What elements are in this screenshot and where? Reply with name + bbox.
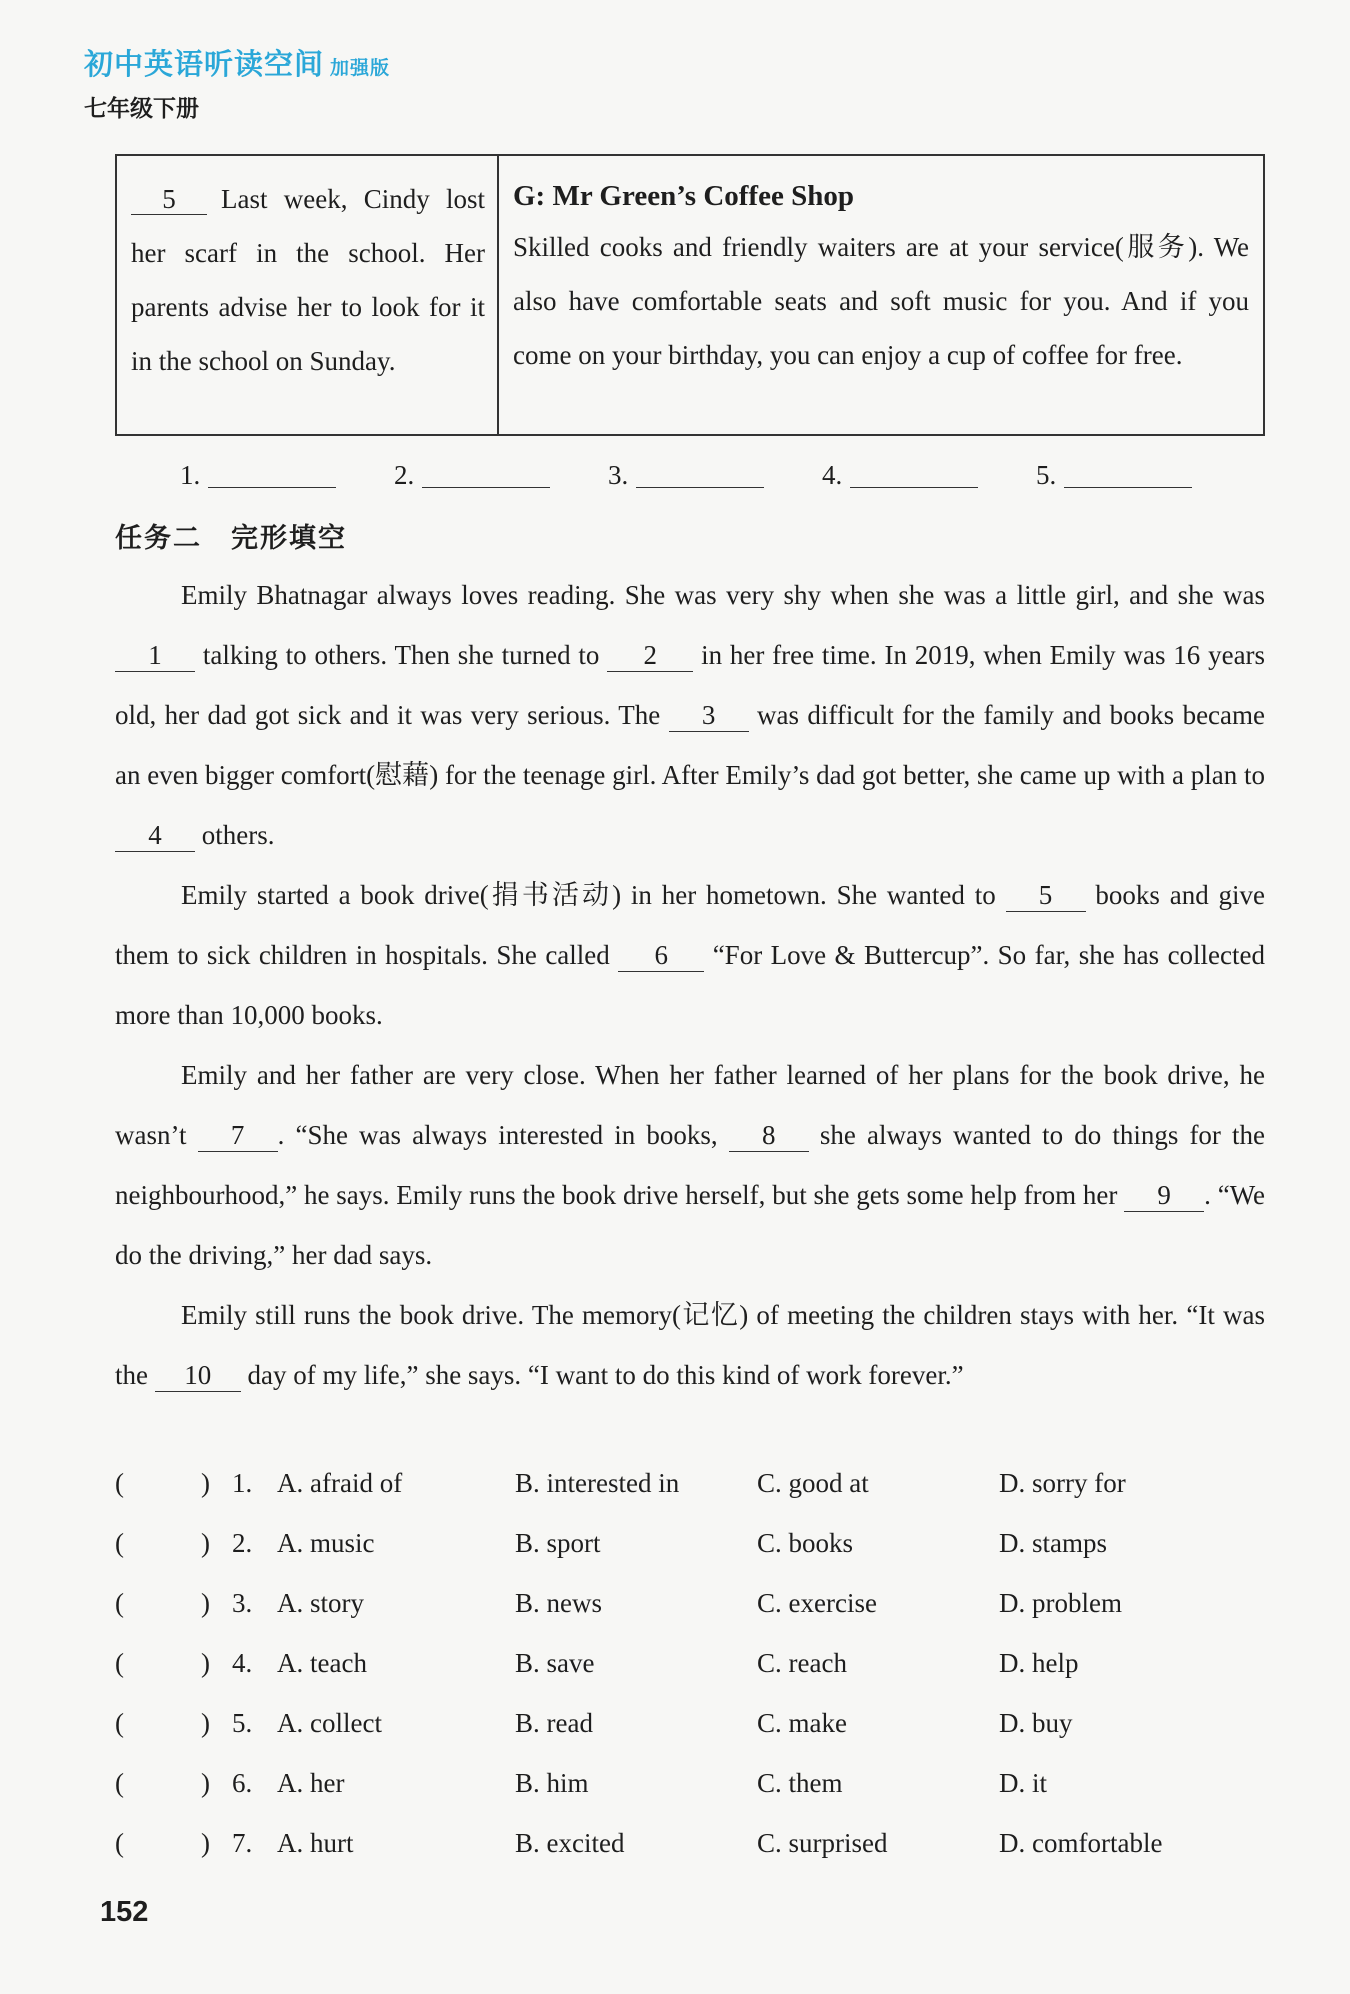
- right-cell-title: G: Mr Green’s Coffee Shop: [513, 180, 854, 212]
- choice-row: [115, 1516, 1265, 1576]
- passage-text: Emily started a book drive(捐书活动) in her hometown. She wanted to: [181, 880, 996, 910]
- matching-table: [115, 154, 1265, 436]
- cloze-blank[interactable]: 4: [115, 819, 195, 852]
- left-cell-number[interactable]: 5: [131, 184, 207, 215]
- paren-open: (: [115, 1468, 124, 1498]
- paren-close: ): [201, 1768, 210, 1798]
- option-d[interactable]: D. it: [999, 1768, 1048, 1798]
- passage-text: Emily Bhatnagar always loves reading. She was very shy when she was a little girl, and she was: [181, 580, 1265, 610]
- cloze-blank[interactable]: 7: [198, 1119, 278, 1152]
- question-number: 1.: [232, 1468, 253, 1498]
- question-number: 5.: [232, 1708, 253, 1738]
- answer-blank[interactable]: [422, 487, 550, 488]
- series-title-sub: 加强版: [330, 57, 391, 79]
- paren-open: (: [115, 1708, 124, 1738]
- cloze-blank[interactable]: 2: [607, 639, 693, 672]
- series-title-main: 初中英语听读空间: [84, 47, 325, 81]
- paren-open: (: [115, 1768, 124, 1798]
- paren-open: (: [115, 1648, 124, 1678]
- cloze-blank[interactable]: 6: [618, 939, 704, 972]
- option-b[interactable]: B. sport: [515, 1528, 601, 1558]
- grade-label: 七年级下册: [84, 96, 199, 122]
- answer-slot: [608, 460, 822, 491]
- choice-row: [115, 1756, 1265, 1816]
- option-a[interactable]: A. her: [277, 1768, 345, 1798]
- question-number: 7.: [232, 1828, 253, 1858]
- paren-close: ): [201, 1588, 210, 1618]
- passage-text: in her free time. In 2019, when Emily was 16 years old, her dad got sick and it was very serious. The: [115, 640, 1266, 730]
- passage-text: she always wanted to do things for the neighbourhood,” he says. Emily runs the book drive herself, but she gets some help from her: [115, 1120, 1266, 1210]
- left-cell-text: [131, 172, 485, 388]
- passage-text: . “She was always interested in books,: [277, 1120, 718, 1150]
- answer-blank[interactable]: [208, 487, 336, 488]
- answer-row: [180, 460, 1280, 491]
- paren-close: ): [201, 1708, 210, 1738]
- answer-blank[interactable]: [850, 487, 978, 488]
- paren-close: ): [201, 1528, 210, 1558]
- option-d[interactable]: D. comfortable: [999, 1828, 1163, 1858]
- option-b[interactable]: B. save: [515, 1648, 595, 1678]
- option-d[interactable]: D. sorry for: [999, 1468, 1126, 1498]
- passage-text: talking to others. Then she turned to: [202, 640, 600, 670]
- choice-row: [115, 1456, 1265, 1516]
- paren-close: ): [201, 1468, 210, 1498]
- question-number: 6.: [232, 1768, 253, 1798]
- passage-text: Emily still runs the book drive. The memory(记忆) of meeting the children stays with her. “It was the: [115, 1300, 1265, 1390]
- paren-open: (: [115, 1588, 124, 1618]
- option-a[interactable]: A. music: [277, 1528, 375, 1558]
- answer-blank[interactable]: [636, 487, 764, 488]
- option-a[interactable]: A. teach: [277, 1648, 367, 1678]
- passage-text: books and give them to sick children in hospitals. She called: [115, 880, 1266, 970]
- choice-list: [115, 1456, 1265, 1876]
- answer-label: 1.: [180, 460, 201, 490]
- passage-text: was difficult for the family and books became an even bigger comfort(慰藉) for the teenage girl. After Emily’s dad got better, she came up with a plan to: [115, 700, 1266, 790]
- passage-text: others.: [201, 820, 275, 850]
- answer-slot: [1036, 460, 1250, 491]
- cloze-blank[interactable]: 1: [115, 639, 195, 672]
- option-c[interactable]: C. make: [757, 1708, 847, 1738]
- paren-close: ): [201, 1828, 210, 1858]
- option-d[interactable]: D. help: [999, 1648, 1079, 1678]
- passage-paragraph: [115, 1045, 1265, 1285]
- option-b[interactable]: B. interested in: [515, 1468, 680, 1498]
- answer-label: 3.: [608, 460, 629, 490]
- option-d[interactable]: D. buy: [999, 1708, 1073, 1738]
- option-a[interactable]: A. collect: [277, 1708, 382, 1738]
- answer-slot: [394, 460, 608, 491]
- option-c[interactable]: C. books: [757, 1528, 854, 1558]
- passage-text: “For Love & Buttercup”. So far, she has collected more than 10,000 books.: [115, 940, 1266, 1030]
- cloze-blank[interactable]: 5: [1006, 879, 1086, 912]
- option-c[interactable]: C. them: [757, 1768, 843, 1798]
- option-c[interactable]: C. surprised: [757, 1828, 888, 1858]
- option-b[interactable]: B. him: [515, 1768, 589, 1798]
- option-c[interactable]: C. good at: [757, 1468, 869, 1498]
- answer-slot: [180, 460, 394, 491]
- answer-label: 5.: [1036, 460, 1057, 490]
- option-a[interactable]: A. afraid of: [277, 1468, 403, 1498]
- question-number: 4.: [232, 1648, 253, 1678]
- question-number: 2.: [232, 1528, 253, 1558]
- paren-open: (: [115, 1828, 124, 1858]
- paren-close: ): [201, 1648, 210, 1678]
- passage-text: day of my life,” she says. “I want to do this kind of work forever.”: [247, 1360, 964, 1390]
- answer-blank[interactable]: [1064, 487, 1192, 488]
- cloze-blank[interactable]: 3: [669, 699, 749, 732]
- option-b[interactable]: B. news: [515, 1588, 602, 1618]
- option-d[interactable]: D. problem: [999, 1588, 1122, 1618]
- cloze-passage: [115, 565, 1265, 1405]
- option-b[interactable]: B. excited: [515, 1828, 625, 1858]
- option-c[interactable]: C. reach: [757, 1648, 847, 1678]
- passage-paragraph: [115, 565, 1265, 865]
- cloze-blank[interactable]: 8: [729, 1119, 809, 1152]
- series-title: [84, 42, 390, 83]
- option-c[interactable]: C. exercise: [757, 1588, 877, 1618]
- cloze-blank[interactable]: 10: [155, 1359, 241, 1392]
- passage-paragraph: [115, 865, 1265, 1045]
- page-number: 152: [100, 1896, 149, 1928]
- table-left-cell: [117, 156, 499, 434]
- cloze-blank[interactable]: 9: [1124, 1179, 1204, 1212]
- passage-text: Emily and her father are very close. When her father learned of her plans for the book drive, he wasn’t: [115, 1060, 1265, 1150]
- passage-paragraph: [115, 1285, 1265, 1405]
- choice-row: [115, 1816, 1265, 1876]
- choice-row: [115, 1636, 1265, 1696]
- option-a[interactable]: A. hurt: [277, 1828, 354, 1858]
- answer-slot: [822, 460, 1036, 491]
- option-a[interactable]: A. story: [277, 1588, 364, 1618]
- table-right-cell: [499, 156, 1263, 434]
- choice-row: [115, 1696, 1265, 1756]
- question-number: 3.: [232, 1588, 253, 1618]
- answer-label: 2.: [394, 460, 415, 490]
- choice-row: [115, 1576, 1265, 1636]
- section-title: 任务二 完形填空: [115, 523, 347, 554]
- option-b[interactable]: B. read: [515, 1708, 593, 1738]
- left-cell-body: Last week, Cindy lost her scarf in the school. Her parents advise her to look for it in the school on Sunday.: [131, 184, 485, 376]
- right-cell-body: Skilled cooks and friendly waiters are at your service(服务). We also have comfortable seats and soft music for you. And if you come on your birthday, you can enjoy a cup of coffee for free.: [513, 232, 1249, 370]
- answer-label: 4.: [822, 460, 843, 490]
- passage-text: . “We do the driving,” her dad says.: [115, 1180, 1266, 1270]
- paren-open: (: [115, 1528, 124, 1558]
- option-d[interactable]: D. stamps: [999, 1528, 1107, 1558]
